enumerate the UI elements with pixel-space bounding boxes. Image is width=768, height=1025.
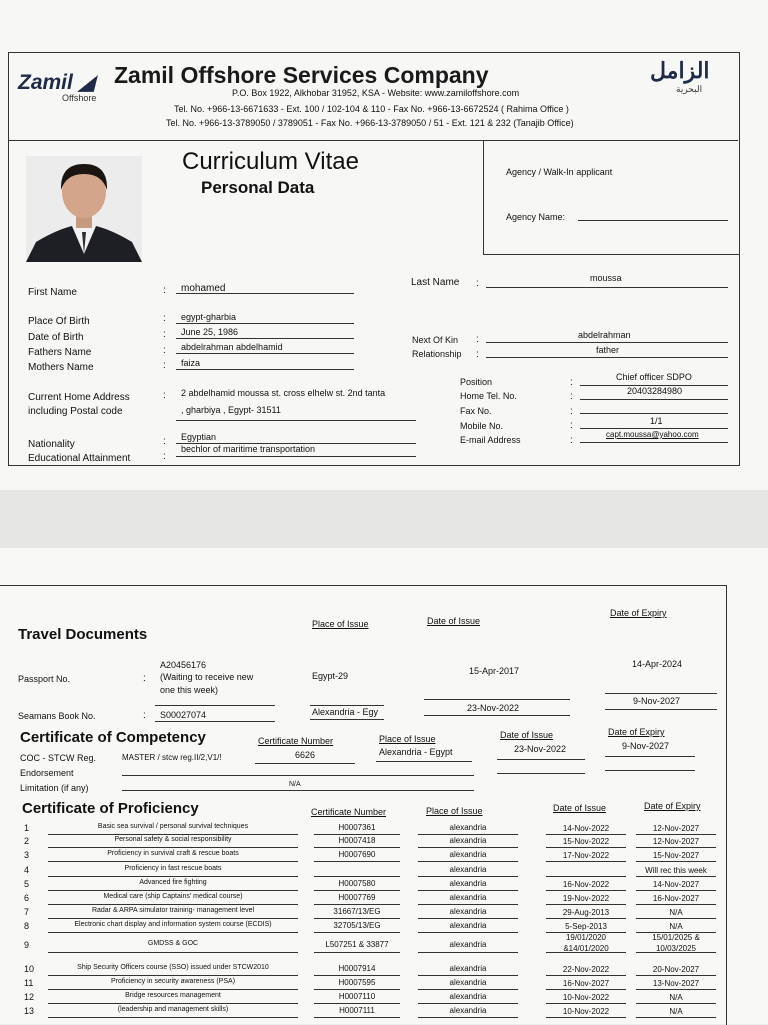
mobile-line (580, 428, 728, 429)
seaman-expiry-line (605, 709, 717, 710)
pob-line (176, 323, 354, 324)
cop-row-line (48, 989, 298, 990)
colon: : (570, 420, 573, 431)
cop-expiry-date: 14-Nov-2027 (652, 880, 700, 889)
passport-expiry-line (605, 693, 717, 694)
cop-cert-number: H0007595 (338, 978, 376, 987)
arabic-sub: البحرية (676, 84, 703, 94)
coc-place: Alexandria - Egypt (379, 747, 453, 757)
cop-issue-date: 5-Sep-2013 (565, 922, 607, 931)
company-tel-rahima: Tel. No. +966-13-6671633 - Ext. 100 / 102-104 & 110 - Fax No. +966-13-6672524 ( Rahima Office ) (174, 104, 569, 114)
last-name-label: Last Name (411, 277, 460, 288)
coc-issue-line (497, 759, 585, 760)
cop-row-line (636, 890, 716, 891)
coc-reg-label: COC - STCW Reg. (20, 753, 97, 763)
seaman-book-number: S00027074 (160, 710, 207, 720)
father-line (176, 353, 354, 354)
logo-sub: Offshore (62, 93, 97, 103)
cop-issue-date: 15-Nov-2022 (562, 837, 610, 846)
cop-row-line (48, 904, 298, 905)
cop-cert-number: H0007914 (338, 964, 376, 973)
passport-expiry-date-2: 9-Nov-2027 (633, 696, 681, 706)
limitation-label: Limitation (if any) (20, 783, 89, 793)
cop-cert-number: L507251 & 33877 (325, 940, 389, 949)
passport-place: Egypt-29 (312, 671, 349, 681)
cop-place: alexandria (449, 921, 487, 930)
position-label: Position (460, 377, 493, 387)
email-label: E-mail Address (460, 435, 521, 445)
relationship-line (486, 357, 728, 358)
cop-row-line (48, 847, 298, 848)
cop-place-header: Place of Issue (426, 806, 483, 816)
colon: : (163, 329, 166, 340)
hometel-label: Home Tel. No. (460, 391, 517, 401)
agency-walkin-label: Agency / Walk-In applicant (506, 167, 613, 177)
first-name-line (176, 293, 354, 294)
seaman-book-issue: 23-Nov-2022 (467, 703, 520, 713)
cop-row-line (636, 847, 716, 848)
cop-row-number: 9 (24, 940, 30, 950)
cop-row-line (636, 918, 716, 919)
address-label: Current Home Address (28, 392, 130, 403)
cop-row-line (546, 975, 626, 976)
cop-course-name: (leadership and management skills) (117, 1006, 229, 1013)
cop-row-line (314, 876, 400, 877)
agency-name-label: Agency Name: (506, 212, 566, 222)
cop-expiry-date: N/A (669, 993, 683, 1002)
cop-course-name: Bridge resources management (125, 992, 221, 999)
cop-row-line (314, 890, 400, 891)
email-value: capt.moussa@yahoo.com (606, 430, 699, 439)
colon: : (570, 391, 573, 402)
cop-row-line (418, 989, 518, 990)
cop-row-line (418, 932, 518, 933)
cop-row-line (48, 975, 298, 976)
cop-row-number: 1 (24, 823, 30, 833)
colon: : (476, 278, 479, 289)
cop-cert-number: H0007580 (338, 879, 376, 888)
cop-cert-number: H0007111 (339, 1006, 375, 1015)
fax-line (580, 413, 728, 414)
cop-expiry-date: 13-Nov-2027 (652, 979, 700, 988)
cop-row-line (636, 861, 716, 862)
cop-row-line (546, 952, 626, 953)
cop-row-number: 10 (24, 964, 35, 974)
passport-line (155, 705, 275, 706)
nationality-label: Nationality (28, 439, 75, 450)
cop-row-line (546, 834, 626, 835)
cop-row-number: 3 (24, 850, 30, 860)
cop-place: alexandria (449, 823, 487, 832)
colon: : (163, 360, 166, 371)
colon: : (476, 349, 479, 360)
coc-issue-date: 23-Nov-2022 (514, 744, 567, 754)
passport-number: A20456176 (160, 660, 207, 670)
cop-issue-date: 10-Nov-2022 (562, 1007, 610, 1016)
hometel-value: 20403284980 (627, 386, 683, 396)
cop-cert-number: 32705/13/EG (333, 921, 381, 930)
cop-place: alexandria (449, 836, 487, 845)
position-value: Chief officer SDPO (616, 372, 692, 382)
cop-row-line (314, 952, 400, 953)
cop-row-line (48, 876, 298, 877)
cop-cert-number: H0007769 (338, 893, 376, 902)
cop-row-line (636, 834, 716, 835)
coc-expiry-header: Date of Expiry (608, 727, 665, 737)
cop-row-line (418, 975, 518, 976)
colon: : (570, 377, 573, 388)
endorsement-expiry-line (605, 770, 695, 771)
cop-row-line (48, 932, 298, 933)
kin-value: abdelrahman (578, 330, 631, 340)
cop-issue-date: 16-Nov-2027 (562, 979, 610, 988)
cop-expiry-date: Will rec this week (645, 866, 707, 875)
cv-subtitle: Personal Data (201, 178, 315, 197)
cop-row-line (546, 861, 626, 862)
colon: : (163, 436, 166, 447)
cop-row-line (314, 1017, 400, 1018)
cop-row-line (418, 847, 518, 848)
cop-course-name: Advanced fire fighting (139, 879, 207, 886)
cop-row-number: 11 (24, 978, 34, 988)
cop-row-line (418, 904, 518, 905)
cop-course-name: Proficiency in survival craft & rescue boats (107, 850, 239, 857)
cop-row-line (636, 1017, 716, 1018)
cop-row-line (314, 1003, 400, 1004)
cop-row-line (48, 861, 298, 862)
cop-row-line (48, 952, 298, 953)
cop-place: alexandria (449, 940, 487, 949)
seaman-book-place: Alexandria - Egy (312, 707, 379, 717)
email-line (580, 442, 728, 443)
cop-expiry-date: 12-Nov-2027 (652, 824, 700, 833)
cop-cert-number: H0007418 (338, 836, 376, 845)
cop-row-line (636, 876, 716, 877)
colon: : (163, 285, 166, 296)
cop-place: alexandria (449, 865, 487, 874)
dob-line (176, 338, 354, 339)
cop-issue-date: 19-Nov-2022 (562, 894, 610, 903)
cop-place: alexandria (449, 1006, 487, 1015)
cop-course-name: Electronic chart display and information system course (ECDIS) (74, 921, 272, 928)
cop-expiry-date: 12-Nov-2027 (652, 837, 700, 846)
cop-row-line (636, 1003, 716, 1004)
cop-row-line (546, 904, 626, 905)
cop-row-line (314, 904, 400, 905)
coc-place-line (376, 761, 472, 762)
cop-row-line (418, 952, 518, 953)
colon: : (143, 710, 146, 721)
cop-place: alexandria (449, 978, 487, 987)
cop-expiry-header: Date of Expiry (644, 801, 701, 811)
cop-row-line (314, 975, 400, 976)
cop-row-line (314, 989, 400, 990)
pob-label: Place Of Birth (28, 316, 90, 327)
mother-line (176, 369, 354, 370)
cop-row-line (636, 952, 716, 953)
colon: : (163, 451, 166, 462)
logo-mark-icon: ◢ (78, 72, 95, 94)
colon: : (476, 334, 479, 345)
agency-box (483, 140, 739, 255)
cop-expiry-date: N/A (669, 1007, 683, 1016)
cop-row-line (546, 890, 626, 891)
cop-row-line (314, 932, 400, 933)
mother-value: faiza (181, 358, 201, 368)
colon: : (570, 435, 573, 446)
applicant-photo (26, 156, 142, 262)
cop-cert-number: H0007361 (338, 823, 376, 832)
education-value: bechlor of maritime transportation (181, 444, 316, 454)
cop-row-line (418, 1017, 518, 1018)
kin-line (486, 342, 728, 343)
logo-text: Zamil (18, 71, 73, 94)
cop-row-line (636, 989, 716, 990)
passport-note-2: one this week) (160, 685, 219, 695)
address-label-2: including Postal code (28, 406, 123, 417)
cop-expiry-date: 16-Nov-2027 (652, 894, 700, 903)
company-address: P.O. Box 1922, Alkhobar 31952, KSA - Website: www.zamiloffshore.com (232, 88, 520, 98)
agency-name-line (578, 220, 728, 221)
cop-place: alexandria (449, 964, 487, 973)
cop-row-line (546, 989, 626, 990)
coc-expiry-date: 9-Nov-2027 (622, 741, 670, 751)
education-label: Educational Attainment (28, 453, 131, 464)
cop-row-line (418, 1003, 518, 1004)
dob-label: Date of Birth (28, 332, 84, 343)
cop-expiry-date: N/A (669, 922, 683, 931)
seaman-line (155, 721, 275, 722)
passport-expiry-date: 14-Apr-2024 (632, 659, 683, 669)
pob-value: egypt-gharbia (181, 312, 237, 322)
mobile-value: 1/1 (650, 416, 663, 426)
cop-issue-date: 19/01/2020 &14/01/2020 (563, 933, 609, 953)
father-label: Fathers Name (28, 347, 92, 358)
cop-issue-date: 16-Nov-2022 (562, 880, 610, 889)
cop-row-line (418, 861, 518, 862)
cop-course-name: Personal safety & social responsibility (114, 836, 232, 843)
father-value: abdelrahman abdelhamid (181, 342, 283, 352)
address-value-2: , gharbiya , Egypt- 31511 (181, 405, 281, 415)
cop-course-name: Proficiency in fast rescue boats (124, 865, 222, 872)
cop-course-name: Ship Security Officers course (SSO) issued under STCW2010 (77, 964, 269, 971)
cop-row-line (314, 847, 400, 848)
coc-expiry-line (605, 756, 695, 757)
page-gap (0, 490, 768, 548)
passport-place-line (310, 705, 384, 706)
cop-row-number: 12 (24, 992, 35, 1002)
cop-place: alexandria (449, 850, 487, 859)
cop-row-line (418, 834, 518, 835)
cv-page-top (0, 0, 768, 490)
travel-issue-header: Date of Issue (427, 616, 481, 626)
first-name-label: First Name (28, 287, 77, 298)
colon: : (163, 313, 166, 324)
cop-course-name: Radar & ARPA simulator training- management level (91, 907, 255, 914)
nationality-value: Egyptian (181, 432, 217, 442)
cop-cert-number: 31667/13/EG (333, 907, 381, 916)
cop-course-name: GMDSS & GOC (147, 940, 199, 947)
kin-label: Next Of Kin (412, 335, 459, 345)
passport-label: Passport No. (18, 674, 71, 684)
cop-place: alexandria (449, 992, 487, 1001)
cop-row-line (418, 918, 518, 919)
endorsement-line (122, 775, 474, 776)
first-name-value: mohamed (181, 283, 226, 294)
cop-issue-date: 29-Aug-2013 (562, 908, 610, 917)
cop-row-line (546, 1017, 626, 1018)
limitation-value: N/A (289, 781, 301, 788)
last-name-value: moussa (590, 273, 622, 283)
cop-issue-date: 10-Nov-2022 (562, 993, 610, 1002)
cop-cert-number: H0007690 (338, 850, 376, 859)
arabic-logo: الزامل (650, 58, 710, 83)
cop-row-number: 13 (24, 1006, 35, 1016)
cop-row-line (314, 918, 400, 919)
seaman-place-line (310, 719, 384, 720)
cop-course-name: Medical care (ship Captains' medical course) (103, 893, 243, 900)
cop-expiry-date: 15-Nov-2027 (652, 851, 700, 860)
colon: : (143, 673, 146, 684)
address-line (176, 420, 416, 421)
colon: : (570, 406, 573, 417)
cop-row-number: 7 (24, 907, 30, 917)
cop-row-line (48, 918, 298, 919)
cop-row-line (48, 890, 298, 891)
coc-issue-header: Date of Issue (500, 730, 554, 740)
cop-cert-number: H0007110 (338, 992, 376, 1001)
travel-place-header: Place of Issue (312, 619, 369, 629)
cop-issue-header: Date of Issue (553, 803, 607, 813)
address-value-1: 2 abdelhamid moussa st. cross elhelw st. 2nd tanta (181, 388, 386, 398)
cop-row-number: 8 (24, 921, 30, 931)
cop-row-line (48, 1003, 298, 1004)
colon: : (163, 345, 166, 356)
cop-row-number: 6 (24, 893, 30, 903)
company-tel-tanajib: Tel. No. +966-13-3789050 / 3789051 - Fax No. +966-13-3789050 / 51 - Ext. 121 & 232 (Tanajib Office) (166, 118, 574, 128)
cop-row-line (314, 861, 400, 862)
cop-expiry-date: N/A (669, 908, 683, 917)
cop-row-line (418, 876, 518, 877)
fax-label: Fax No. (460, 406, 492, 416)
travel-expiry-header: Date of Expiry (610, 608, 667, 618)
cop-place: alexandria (449, 893, 487, 902)
passport-issue-date: 15-Apr-2017 (469, 666, 520, 676)
last-name-line (486, 287, 728, 288)
cop-row-line (418, 890, 518, 891)
cop-issue-date: 14-Nov-2022 (562, 824, 610, 833)
cop-course-name: Proficiency in security awareness (PSA) (110, 978, 236, 985)
cop-place: alexandria (449, 879, 487, 888)
cop-row-line (48, 1017, 298, 1018)
coc-cert-header: Certificate Number (258, 736, 334, 746)
cop-issue-date: 22-Nov-2022 (562, 965, 610, 974)
cop-row-line (48, 834, 298, 835)
travel-documents-title: Travel Documents (18, 626, 148, 643)
cop-row-number: 4 (24, 865, 30, 875)
endorsement-issue-line (497, 773, 585, 774)
dob-value: June 25, 1986 (181, 327, 239, 337)
cop-row-number: 2 (24, 836, 30, 846)
cv-title: Curriculum Vitae (182, 148, 359, 175)
hometel-line (580, 399, 728, 400)
colon: : (163, 390, 166, 401)
mobile-label: Mobile No. (460, 421, 504, 431)
cop-place: alexandria (449, 907, 487, 916)
cop-row-line (546, 1003, 626, 1004)
mother-label: Mothers Name (28, 362, 94, 373)
cop-row-line (314, 834, 400, 835)
cop-title: Certificate of Proficiency (22, 800, 199, 817)
company-name: Zamil Offshore Services Company (114, 62, 489, 88)
seaman-issue-line (424, 715, 570, 716)
cop-row-line (546, 918, 626, 919)
cop-issue-date: 17-Nov-2022 (562, 851, 610, 860)
zamil-logo (18, 70, 94, 95)
passport-note-1: (Waiting to receive new (160, 672, 254, 682)
coc-place-header: Place of Issue (379, 734, 436, 744)
cop-row-line (546, 847, 626, 848)
relationship-value: father (596, 345, 620, 355)
education-line (176, 456, 416, 457)
coc-cert-line (255, 763, 355, 764)
coc-title: Certificate of Competency (20, 729, 206, 746)
relationship-label: Relationship (412, 349, 462, 359)
cop-row-number: 5 (24, 879, 30, 889)
cop-row-line (636, 975, 716, 976)
coc-reg-value: MASTER / stcw reg.II/2,V1/! (122, 753, 222, 762)
passport-issue-line (424, 699, 570, 700)
cop-expiry-date: 20-Nov-2027 (652, 965, 700, 974)
limitation-line (122, 790, 474, 791)
coc-cert-number: 6626 (295, 750, 316, 760)
cop-row-line (636, 904, 716, 905)
cop-expiry-date: 15/01/2025 & 10/03/2025 (652, 933, 700, 953)
endorsement-label: Endorsement (20, 768, 74, 778)
cop-cert-header: Certificate Number (311, 807, 387, 817)
cop-row-line (546, 876, 626, 877)
seaman-book-label: Seamans Book No. (18, 711, 96, 721)
cop-course-name: Basic sea survival / personal survival techniques (97, 823, 249, 830)
